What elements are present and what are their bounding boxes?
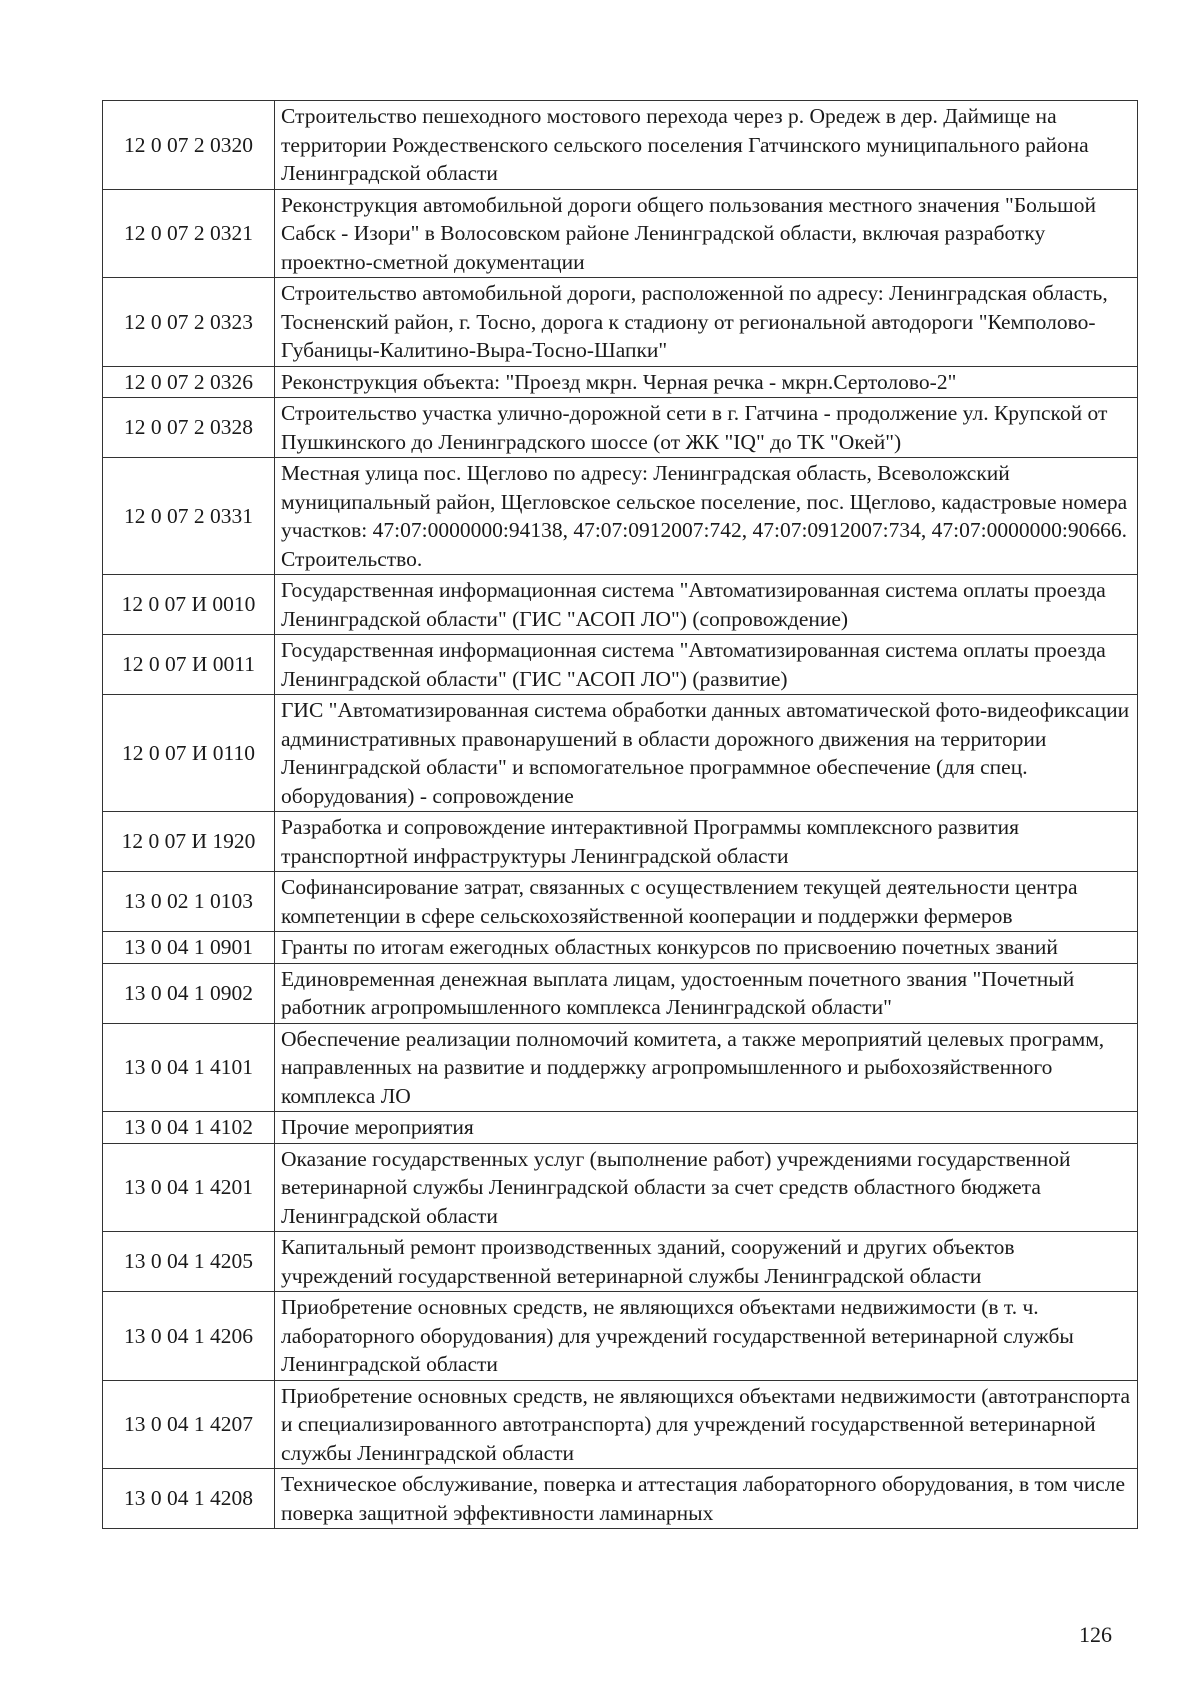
table-row — [103, 189, 1138, 278]
table-row — [103, 1232, 1138, 1292]
table-row — [103, 575, 1138, 635]
table-row — [103, 101, 1138, 190]
row-description-cell: Оказание государственных услуг (выполнение работ) учреждениями государственной ветеринарной службы Ленинградской области за счет средств областного бюджета Ленинградской области — [275, 1143, 1138, 1232]
row-code-cell: 13 0 04 1 4206 — [103, 1292, 275, 1381]
row-code-cell: 12 0 07 2 0331 — [103, 458, 275, 575]
row-description-cell: Строительство пешеходного мостового перехода через р. Оредеж в дер. Даймище на территории Рождественского сельского поселения Гатчинского муниципального района Ленинградской области — [275, 101, 1138, 190]
budget-code-table — [102, 100, 1138, 1529]
table-body — [103, 101, 1138, 1529]
row-description-cell: Строительство автомобильной дороги, расположенной по адресу: Ленинградская область, Тосненский район, г. Тосно, дорога к стадиону от региональной автодороги "Кемполово-Губаницы-Калитино-Выра-Тосно-Шапки" — [275, 278, 1138, 367]
row-code-cell: 13 0 04 1 4208 — [103, 1469, 275, 1529]
row-code-cell: 12 0 07 2 0321 — [103, 189, 275, 278]
row-description-cell: Капитальный ремонт производственных зданий, сооружений и других объектов учреждений государственной ветеринарной службы Ленинградской области — [275, 1232, 1138, 1292]
row-description-cell: Техническое обслуживание, поверка и аттестация лабораторного оборудования, в том числе поверка защитной эффективности ламинарных — [275, 1469, 1138, 1529]
row-code-cell: 12 0 07 2 0328 — [103, 398, 275, 458]
row-description-cell: Реконструкция объекта: "Проезд мкрн. Черная речка - мкрн.Сертолово-2" — [275, 366, 1138, 398]
row-description-cell: Строительство участка улично-дорожной сети в г. Гатчина - продолжение ул. Крупской от Пушкинского до Ленинградского шоссе (от ЖК "IQ" до ТК "Окей") — [275, 398, 1138, 458]
table-row — [103, 458, 1138, 575]
table-row — [103, 1112, 1138, 1144]
row-code-cell: 13 0 04 1 4207 — [103, 1380, 275, 1469]
table-row — [103, 872, 1138, 932]
row-description-cell: ГИС "Автоматизированная система обработки данных автоматической фото-видеофиксации административных правонарушений в области дорожного движения на территории Ленинградской области" и вспомогательное программное обеспечение (для спец. оборудования) - сопровождение — [275, 695, 1138, 812]
row-description-cell: Разработка и сопровождение интерактивной Программы комплексного развития транспортной инфраструктуры Ленинградской области — [275, 812, 1138, 872]
row-description-cell: Государственная информационная система "Автоматизированная система оплаты проезда Ленинградской области" (ГИС "АСОП ЛО") (развитие) — [275, 635, 1138, 695]
row-description-cell: Приобретение основных средств, не являющихся объектами недвижимости (в т. ч. лабораторного оборудования) для учреждений государственной ветеринарной службы Ленинградской области — [275, 1292, 1138, 1381]
row-code-cell: 12 0 07 И 0110 — [103, 695, 275, 812]
row-description-cell: Реконструкция автомобильной дороги общего пользования местного значения "Большой Сабск - Изори" в Волосовском районе Ленинградской области, включая разработку проектно-сметной документации — [275, 189, 1138, 278]
row-code-cell: 13 0 04 1 0901 — [103, 932, 275, 964]
row-code-cell: 13 0 02 1 0103 — [103, 872, 275, 932]
row-description-cell: Единовременная денежная выплата лицам, удостоенным почетного звания "Почетный работник агропромышленного комплекса Ленинградской области" — [275, 963, 1138, 1023]
row-code-cell: 13 0 04 1 4201 — [103, 1143, 275, 1232]
table-row — [103, 366, 1138, 398]
row-code-cell: 12 0 07 И 0010 — [103, 575, 275, 635]
row-description-cell: Обеспечение реализации полномочий комитета, а также мероприятий целевых программ, направленных на развитие и поддержку агропромышленного и рыбохозяйственного комплекса ЛО — [275, 1023, 1138, 1112]
row-description-cell: Софинансирование затрат, связанных с осуществлением текущей деятельности центра компетенции в сфере сельскохозяйственной кооперации и поддержки фермеров — [275, 872, 1138, 932]
row-code-cell: 12 0 07 И 0011 — [103, 635, 275, 695]
row-code-cell: 12 0 07 И 1920 — [103, 812, 275, 872]
table-row — [103, 398, 1138, 458]
table-row — [103, 635, 1138, 695]
row-description-cell: Местная улица пос. Щеглово по адресу: Ленинградская область, Всеволожский муниципальный район, Щегловское сельское поселение, пос. Щеглово, кадастровые номера участков: 47:07:0000000:94138, 47:07:0912007:742, 47:07:0912007:734, 47:07:0000000:90666. Строительство. — [275, 458, 1138, 575]
row-code-cell: 13 0 04 1 4101 — [103, 1023, 275, 1112]
page-number: 126 — [1079, 1622, 1112, 1647]
table-row — [103, 963, 1138, 1023]
table-row — [103, 278, 1138, 367]
table-row — [103, 695, 1138, 812]
table-row — [103, 1023, 1138, 1112]
row-description-cell: Гранты по итогам ежегодных областных конкурсов по присвоению почетных званий — [275, 932, 1138, 964]
table-row — [103, 1292, 1138, 1381]
row-description-cell: Приобретение основных средств, не являющихся объектами недвижимости (автотранспорта и специализированного автотранспорта) для учреждений государственной ветеринарной службы Ленинградской области — [275, 1380, 1138, 1469]
row-code-cell: 13 0 04 1 4102 — [103, 1112, 275, 1144]
row-code-cell: 13 0 04 1 4205 — [103, 1232, 275, 1292]
row-code-cell: 12 0 07 2 0326 — [103, 366, 275, 398]
row-code-cell: 13 0 04 1 0902 — [103, 963, 275, 1023]
table-row — [103, 812, 1138, 872]
table-row — [103, 1469, 1138, 1529]
row-code-cell: 12 0 07 2 0323 — [103, 278, 275, 367]
table-row — [103, 1143, 1138, 1232]
table-row — [103, 1380, 1138, 1469]
row-code-cell: 12 0 07 2 0320 — [103, 101, 275, 190]
row-description-cell: Прочие мероприятия — [275, 1112, 1138, 1144]
table-row — [103, 932, 1138, 964]
row-description-cell: Государственная информационная система "Автоматизированная система оплаты проезда Ленинградской области" (ГИС "АСОП ЛО") (сопровождение) — [275, 575, 1138, 635]
